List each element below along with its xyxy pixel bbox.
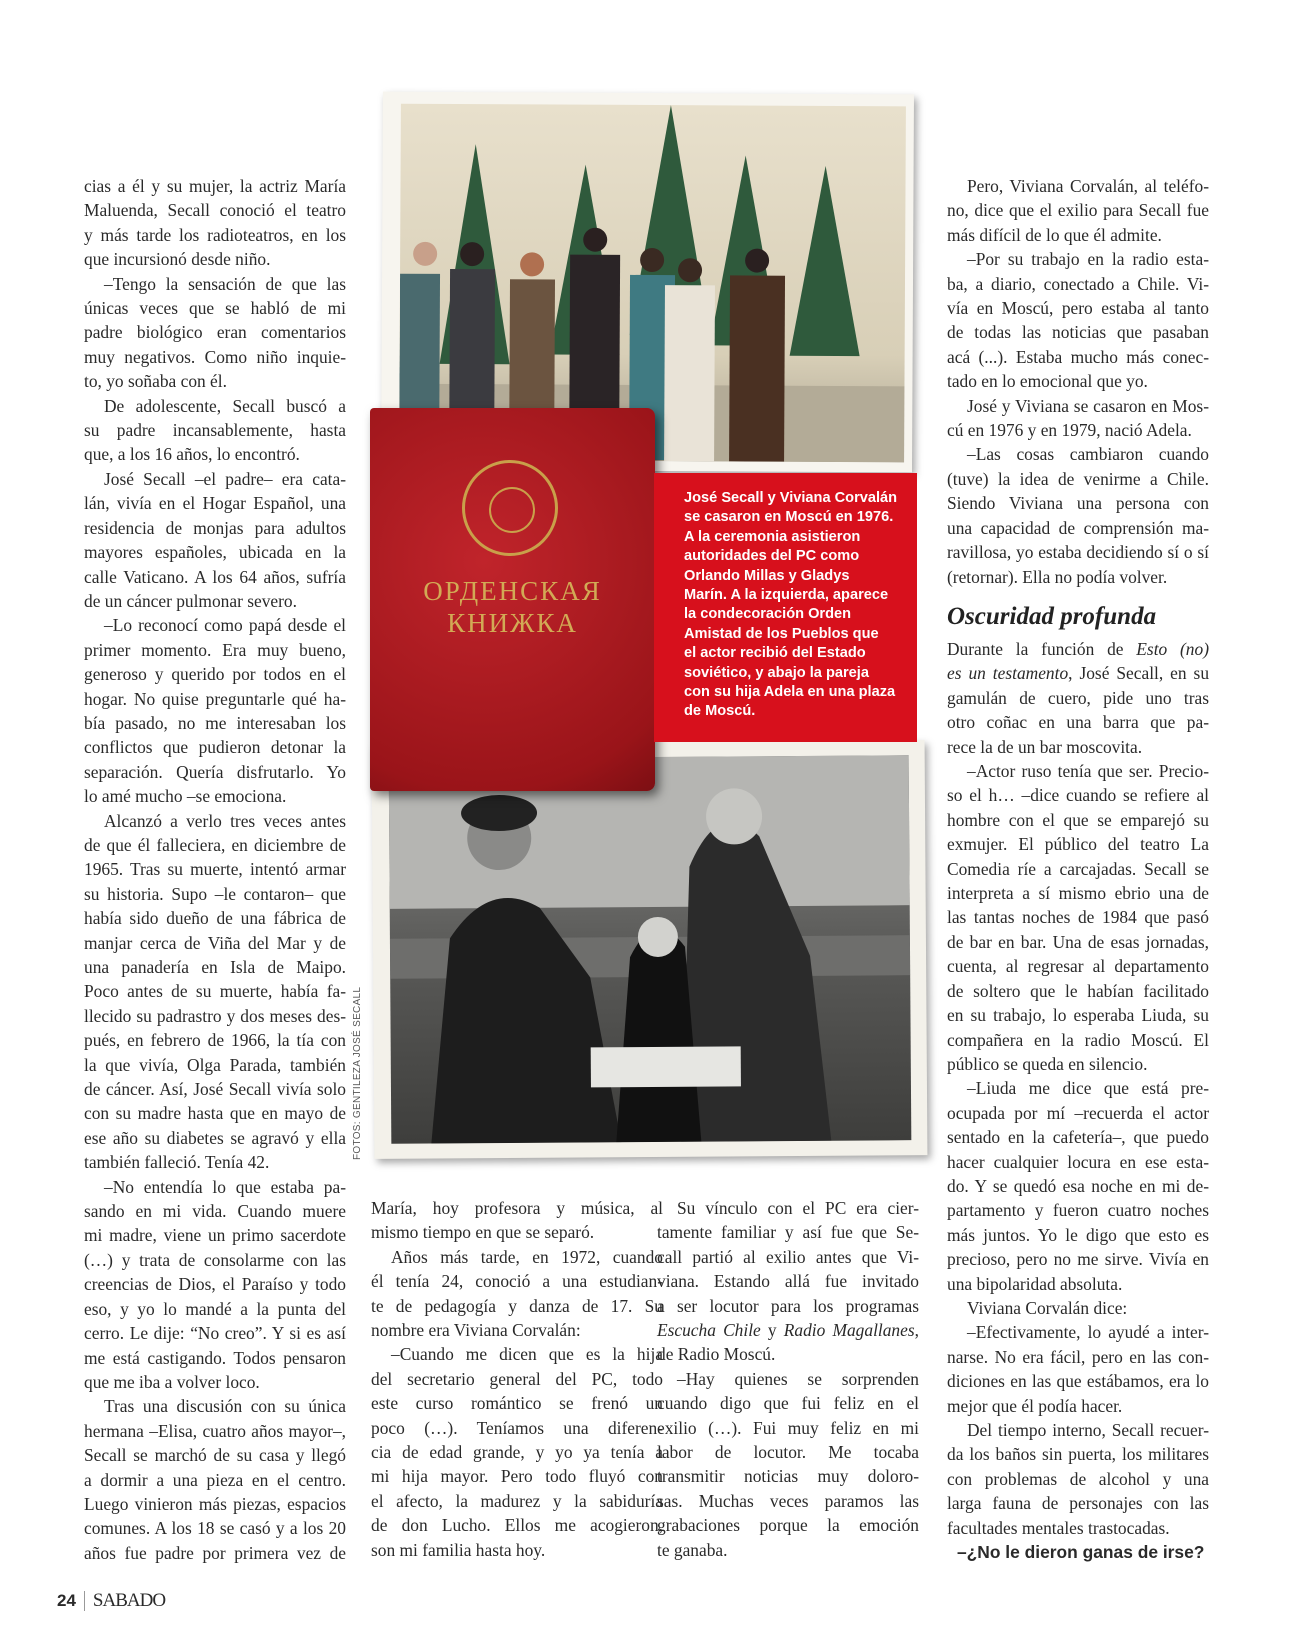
text-line: ba, a diario, conectado a Chile. Vi- [947, 273, 1209, 294]
text-line: Su vínculo con el PC era cier- [677, 1198, 919, 1218]
text-line: transmitir noticias muy doloro- [657, 1466, 919, 1487]
caption-line: se casaron en Moscú en 1976. [684, 509, 894, 526]
text-line: conflictos que pudieron detonar la [84, 737, 346, 758]
soviet-emblem-icon [462, 460, 558, 556]
text-line: –Actor ruso tenía que ser. Precio- [967, 761, 1209, 782]
caption-line: el actor recibió del Estado [684, 645, 866, 662]
text-line: viana. Estando allá fue invitado [657, 1271, 919, 1292]
text-line: que incursionó desde niño. [84, 249, 271, 270]
text-line: Durante la función de Esto (no) [947, 639, 1209, 659]
text-line: labor de locutor. Me tocaba [657, 1442, 919, 1463]
text-line: vía en Moscú, pero estaba al tanto [947, 298, 1209, 319]
text-line: facultades mentales trastocadas. [947, 1517, 1170, 1538]
text-line: son mi familia hasta hoy. [371, 1539, 546, 1560]
caption-line: Orlando Millas y Gladys [684, 567, 850, 584]
caption-line: José Secall y Viviana Corvalán [684, 490, 898, 506]
text-line: con problemas de alcohol y una [947, 1468, 1209, 1489]
text-line: una panadería en Isla de Maipo. [84, 957, 346, 977]
section-heading: Oscuridad profunda [947, 603, 1157, 630]
text-line: bía pasado, no me interesaban los [84, 712, 346, 733]
text-line: –Cuando me dicen que es la hija [391, 1344, 663, 1365]
caption-line: A la ceremonia asistieron [684, 528, 861, 545]
text-line: de Radio Moscú. [657, 1344, 776, 1365]
text-line: a ser locutor para los programas [657, 1295, 919, 1316]
text-line: Tras una discusión con su única [104, 1396, 346, 1417]
text-line: poco (…). Teníamos una diferen- [371, 1417, 663, 1438]
text-line: separación. Quería disfrutarlo. Yo [84, 761, 346, 782]
text-line: de bar en bar. Una de esas jornadas, [947, 931, 1209, 952]
text-line: a dormir a una pieza en el centro. [84, 1469, 346, 1490]
text-line: de don Lucho. Ellos me acogieron, [371, 1515, 663, 1536]
text-line: mejor que él podía hacer. [947, 1395, 1123, 1416]
text-line: cuando digo que fui feliz en el [657, 1393, 919, 1414]
text-line: eso, y yo lo mandé a la punta del [84, 1298, 346, 1319]
text-line: grabaciones porque la emoción [657, 1515, 919, 1536]
text-line: exilio (…). Fui muy feliz en mi [657, 1417, 919, 1438]
text-line: lo amé mucho –se emociona. [84, 786, 287, 807]
text-line: to, yo soñaba con él. [84, 371, 227, 392]
book-lettering-line2: КНИЖКА [447, 608, 578, 638]
text-line: una bipolaridad absoluta. [947, 1273, 1123, 1294]
text-line: Alcanzó a verlo tres veces antes [104, 810, 346, 831]
text-line: otro coñac en una barra que pa- [947, 712, 1209, 733]
footer-divider [84, 1591, 85, 1611]
text-line: de todas las noticias que pasaban [947, 322, 1209, 343]
caption-line: con su hija Adela en una plaza [684, 684, 896, 700]
photo-caption [654, 473, 917, 742]
text-line: ocupada por mí –recuerda el actor [947, 1102, 1209, 1123]
text-line: su historia. Supo –le contaron– que [84, 883, 346, 904]
text-line: residencia de monjas para adultos [84, 517, 346, 538]
text-line: acá (...). Estaba mucho más conec- [947, 346, 1209, 367]
text-line: Escucha Chile y Radio Magallanes, [657, 1320, 919, 1341]
text-line: interpreta a sí mismo ebrio una de [947, 883, 1209, 904]
text-line: (retornar). Ella no podía volver. [947, 566, 1168, 587]
text-line: calle Vaticano. A los 64 años, sufría [84, 566, 346, 587]
text-line: Pero, Viviana Corvalán, al teléfo- [967, 176, 1209, 196]
text-line: –Por su trabajo en la radio esta- [967, 249, 1209, 270]
text-line: Comedia ríe a carcajadas. Secall se [947, 858, 1209, 879]
text-line: larga fauna de personajes con las [947, 1493, 1209, 1514]
text-line: 1965. Tras su muerte, intentó armar [84, 859, 346, 880]
article-column-1 [84, 174, 346, 1565]
text-line: –Las cosas cambiaron cuando [967, 444, 1209, 465]
text-line: tado en lo emocional que yo. [947, 371, 1148, 392]
text-line: de soltero que le habían facilitado [947, 980, 1209, 1001]
text-line: gamulán de cuero, pide uno tras [947, 687, 1209, 708]
text-line: una capacidad de comprensión ma- [947, 517, 1209, 538]
text-line: el afecto, la madurez y la sabiduría [371, 1490, 663, 1511]
text-line: padre biológico eran comentarios [84, 322, 346, 343]
text-line: en su trabajo, lo esperaba Liuda, su [947, 1005, 1209, 1026]
text-line: mayores españoles, ubicada en la [84, 542, 346, 563]
text-line: público se queda en silencio. [947, 1053, 1148, 1074]
text-line: cia de edad grande, y yo ya tenía a [371, 1442, 663, 1463]
text-line: De adolescente, Secall buscó a [104, 395, 346, 416]
text-line: de que él falleciera, en diciembre de [84, 834, 346, 855]
text-line: no, dice que el exilio para Secall fue [947, 200, 1209, 221]
text-line: mismo tiempo en que se separó. [371, 1222, 595, 1243]
text-line: de un cáncer pulmonar severo. [84, 590, 297, 611]
text-line: años fue padre por primera vez de [84, 1542, 346, 1563]
text-line: Viviana Corvalán dice: [967, 1297, 1128, 1318]
text-line: manjar cerca de Viña del Mar y de [84, 932, 346, 953]
text-line: mi hija mayor. Pero todo fluyó con [371, 1466, 663, 1487]
text-line: que me iba a volver loco. [84, 1371, 260, 1392]
text-line: que, a los 16 años, lo encontró. [84, 444, 300, 465]
text-line: precioso, pero no me sirve. Vivía en [947, 1249, 1209, 1270]
text-line: partamento y fueron cuatro noches [947, 1200, 1209, 1221]
text-line: rece la de un bar moscovita. [947, 736, 1143, 757]
text-line: compañera en la radio Moscú. El [947, 1029, 1209, 1050]
text-line: –Liuda me dice que está pre- [967, 1078, 1209, 1099]
text-line: este curso romántico se frenó un [371, 1393, 663, 1414]
page-number: 24 [57, 1591, 76, 1610]
text-line: Del tiempo interno, Secall recuer- [967, 1420, 1209, 1440]
text-line: narse. No era fácil, pero en las con- [947, 1346, 1209, 1367]
photo-credit: FOTOS: GENTILEZA JOSÉ SECALL [352, 986, 363, 1160]
text-line: más difícil de lo que él admite. [947, 224, 1162, 245]
text-line: comunes. A los 18 se casó y a los 20 [84, 1518, 346, 1539]
text-line: Años más tarde, en 1972, cuando [391, 1246, 663, 1267]
text-line: hermana –Elisa, cuatro años mayor–, [84, 1420, 346, 1441]
text-line: me está castigando. Todos pensaron [84, 1347, 346, 1368]
text-line: exmujer. El público del teatro La [947, 834, 1209, 855]
text-line: él tenía 24, conoció a una estudian- [371, 1271, 663, 1292]
text-line: es un testamento, José Secall, en su [947, 663, 1210, 684]
text-line: con su madre hasta que en mayo de [84, 1103, 346, 1124]
text-line: hombre con el que se emparejó su [947, 809, 1209, 830]
text-line: te de pedagogía y danza de 17. Su [371, 1295, 663, 1316]
text-line: María, hoy profesora y música, al [371, 1198, 663, 1218]
caption-line: autoridades del PC como [684, 548, 860, 565]
text-line: su padre incansablemente, hasta [84, 420, 346, 441]
text-line: –Tengo la sensación de que las [104, 273, 346, 294]
article-column-3 [657, 1196, 919, 1562]
text-line: –No entendía lo que estaba pa- [104, 1176, 346, 1197]
family-photo-park [372, 740, 928, 1159]
family-photo-image [389, 755, 912, 1144]
page-footer [57, 1590, 165, 1612]
text-line: –Lo reconocí como papá desde el [104, 615, 346, 636]
text-line: ravillosa, yo estaba decidiendo sí o sí [947, 542, 1209, 563]
caption-line: de Moscú. [684, 703, 756, 720]
text-line: únicas veces que se habló de mi [84, 298, 346, 319]
text-line: Poco antes de su muerte, había fa- [84, 981, 346, 1002]
text-line: –Hay quienes se sorprenden [677, 1368, 919, 1389]
text-line: cias a él y su mujer, la actriz María [84, 176, 346, 196]
text-line: –Efectivamente, lo ayudé a inter- [967, 1322, 1209, 1343]
text-line: call partió al exilio antes que Vi- [657, 1246, 919, 1267]
text-line: (…) y trata de consolarme con las [84, 1249, 346, 1270]
text-line: da los baños sin puerta, los militares [947, 1444, 1209, 1465]
text-line: muy negativos. Como niño inquie- [84, 346, 346, 367]
text-line: te ganaba. [657, 1539, 728, 1560]
text-line: lán, vivía en el Hogar Español, una [84, 493, 346, 514]
text-line: nombre era Viviana Corvalán: [371, 1320, 581, 1341]
text-line: creencias de Dios, el Paraíso y todo [84, 1274, 346, 1295]
text-line: cerro. Le dije: “No creo”. Y si es así [84, 1323, 346, 1344]
text-line: Secall se marchó de su casa y llegó [84, 1445, 346, 1466]
text-line: sas. Muchas veces paramos las [657, 1490, 919, 1511]
text-line: Siendo Viviana una persona con [947, 493, 1209, 514]
caption-line: Amistad de los Pueblos que [684, 625, 879, 642]
text-line: sando en mi vida. Cuando muere [84, 1201, 346, 1222]
text-line: más juntos. Yo le digo que esto es [947, 1224, 1209, 1245]
text-line: ese año su diabetes se agravó y ella [84, 1127, 346, 1148]
text-line: so el h… –dice cuando se refiere al [947, 785, 1209, 806]
text-line: José y Viviana se casaron en Mos- [967, 395, 1209, 416]
text-line: y más tarde los radioteatros, en los [84, 224, 346, 245]
caption-line: la condecoración Orden [684, 606, 852, 623]
text-line: llecido su padrastro y dos meses des- [84, 1005, 346, 1026]
text-line: tamente familiar y así fue que Se- [657, 1222, 919, 1243]
text-line: –¿No le dieron ganas de irse? [957, 1542, 1205, 1563]
text-line: sentado en la cafetería–, que puedo [947, 1127, 1209, 1148]
article-column-4-top [947, 174, 1209, 589]
text-line: de cáncer. Así, José Secall vivía solo [84, 1079, 346, 1100]
article-column-2 [371, 1196, 663, 1562]
text-line: generoso y querido por todos en el [84, 664, 346, 685]
magazine-name: SABADO [92, 1590, 166, 1611]
text-line: cú en 1976 y en 1979, nació Adela. [947, 420, 1192, 441]
text-line: la que vivía, Olga Parada, también [84, 1054, 346, 1075]
caption-line: soviético, y abajo la pareja [684, 664, 869, 681]
text-line: primer momento. Era muy bueno, [84, 639, 346, 660]
text-line: Maluenda, Secall conoció el teatro [84, 200, 346, 221]
text-line: (tuve) la idea de venirme a Chile. [947, 468, 1209, 489]
text-line: las tantas noches de 1984 que pasó [947, 907, 1209, 928]
text-line: pués, en febrero de 1966, la tía con [84, 1030, 346, 1051]
text-line: del secretario general del PC, todo [371, 1368, 663, 1389]
text-line: mi madre, viene un primo sacerdote [84, 1225, 346, 1246]
book-lettering-line1: ОРДЕНСКАЯ [423, 576, 602, 606]
text-line: diciones en las que estábamos, era lo [947, 1371, 1209, 1392]
order-booklet-photo [370, 408, 655, 791]
text-line: Luego vinieron más piezas, espacios [84, 1493, 346, 1514]
article-column-4-bottom [947, 637, 1209, 1564]
text-line: do. Y se quedó esa noche en mi de- [947, 1175, 1209, 1196]
text-line: José Secall –el padre– era cata- [104, 468, 346, 489]
text-line: hogar. No quise preguntarle qué ha- [84, 688, 346, 709]
text-line: había sido dueño de una fábrica de [84, 908, 346, 929]
text-line: cuenta, al regresar al departamento [947, 956, 1209, 977]
text-line: hacer cualquier locura en ese esta- [947, 1151, 1209, 1172]
text-line: también falleció. Tenía 42. [84, 1152, 270, 1173]
caption-line: Marín. A la izquierda, aparece [684, 587, 889, 603]
